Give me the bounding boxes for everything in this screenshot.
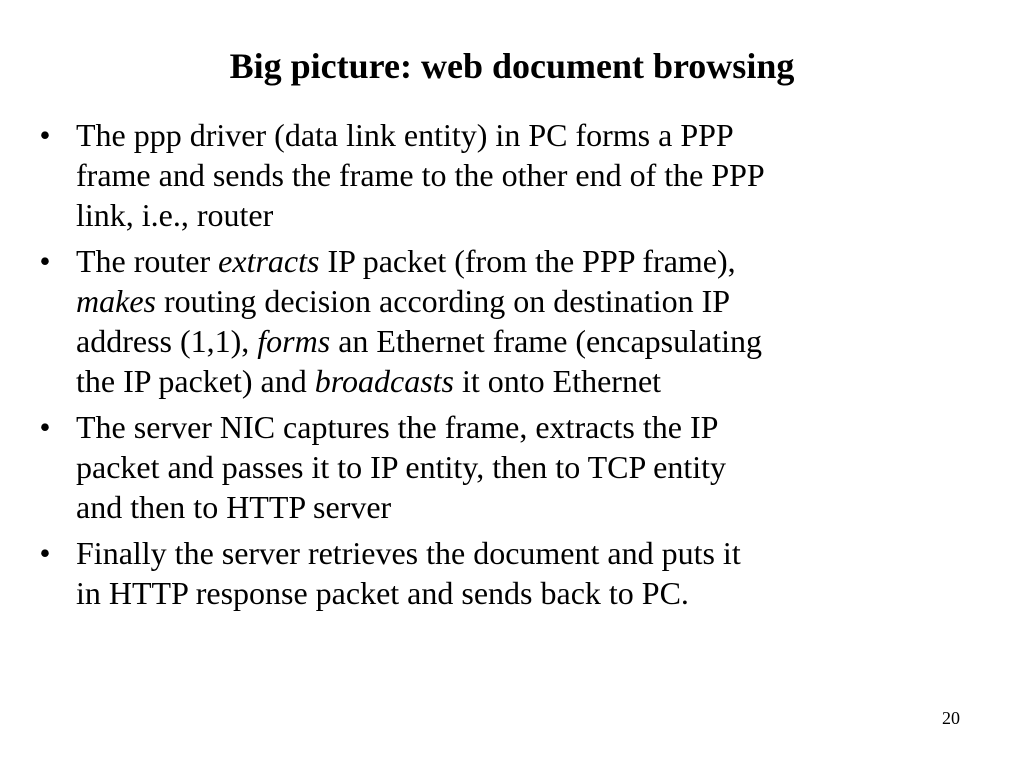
text-run: it onto Ethernet bbox=[453, 363, 662, 399]
bullet-line bbox=[76, 533, 990, 573]
text-run: IP packet (from the PPP frame), bbox=[319, 243, 736, 279]
bullet-item-3 bbox=[30, 407, 990, 527]
bullet-line bbox=[76, 361, 990, 401]
bullet-item-4 bbox=[30, 533, 990, 613]
text-run: The ppp driver (data link entity) in PC forms a PPP bbox=[76, 117, 734, 153]
bullet-line bbox=[76, 241, 990, 281]
text-run: The router bbox=[76, 243, 219, 279]
text-run: link, i.e., router bbox=[76, 197, 274, 233]
bullet-line bbox=[76, 281, 990, 321]
bullet-line bbox=[76, 447, 990, 487]
bullet-line bbox=[76, 155, 990, 195]
text-run: an Ethernet frame (encapsulating bbox=[330, 323, 762, 359]
text-run: Finally the server retrieves the document and puts it bbox=[76, 535, 741, 571]
slide-title: Big picture: web document browsing bbox=[229, 46, 795, 86]
bullet-line bbox=[76, 321, 990, 361]
bullet-item-1 bbox=[30, 115, 990, 235]
page-number: 20 bbox=[942, 708, 960, 728]
italic-text-run: forms bbox=[257, 323, 331, 359]
bullet-line bbox=[76, 407, 990, 447]
text-run: The server NIC captures the frame, extracts the IP bbox=[76, 409, 719, 445]
bullet-list bbox=[30, 115, 990, 619]
bullet-line bbox=[76, 573, 990, 613]
text-run: and then to HTTP server bbox=[76, 489, 392, 525]
text-run: frame and sends the frame to the other end of the PPP bbox=[76, 157, 765, 193]
bullet-dot: • bbox=[39, 243, 51, 279]
bullet-line bbox=[76, 115, 990, 155]
bullet-dot: • bbox=[39, 117, 51, 153]
text-run: packet and passes it to IP entity, then to TCP entity bbox=[76, 449, 726, 485]
italic-text-run: makes bbox=[76, 283, 156, 319]
text-run: address (1,1), bbox=[76, 323, 258, 359]
bullet-dot: • bbox=[39, 535, 51, 571]
bullet-line bbox=[76, 195, 990, 235]
bullet-dot: • bbox=[39, 409, 51, 445]
text-run: in HTTP response packet and sends back to PC. bbox=[76, 575, 689, 611]
italic-text-run: extracts bbox=[218, 243, 320, 279]
bullet-item-2 bbox=[30, 241, 990, 401]
bullet-line bbox=[76, 487, 990, 527]
text-run: the IP packet) and bbox=[76, 363, 315, 399]
text-run: routing decision according on destination IP bbox=[155, 283, 731, 319]
italic-text-run: broadcasts bbox=[314, 363, 454, 399]
